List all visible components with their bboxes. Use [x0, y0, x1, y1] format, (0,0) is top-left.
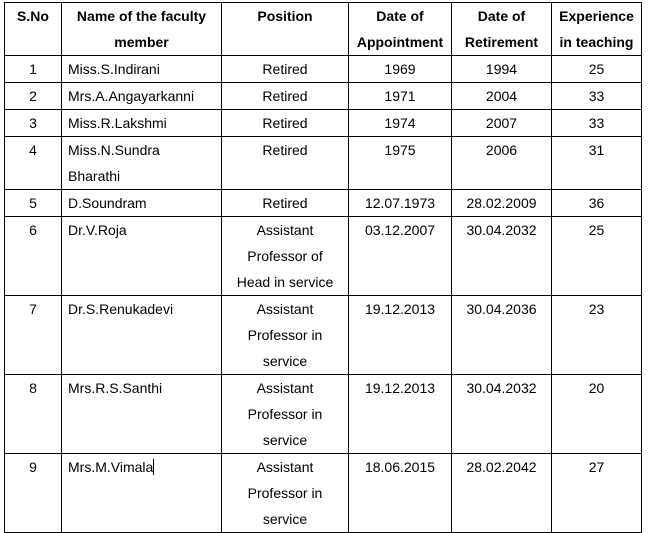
- cell-experience: [552, 217, 642, 296]
- experience-text: 33: [588, 88, 605, 104]
- experience-text: 36: [588, 195, 605, 211]
- retirement-text: 28.02.2042: [466, 459, 537, 475]
- cell-experience: [552, 56, 642, 83]
- header-experience-line-2: in teaching: [559, 34, 634, 50]
- cell-position: [222, 296, 349, 375]
- cell-retirement: [452, 56, 552, 83]
- appointment-text: 1974: [384, 115, 416, 131]
- position-text: Professor of: [247, 248, 323, 264]
- position-text: Assistant: [256, 459, 314, 475]
- appointment-text: 19.12.2013: [364, 301, 436, 317]
- appointment-text: 1971: [384, 88, 416, 104]
- retirement-text: 1994: [485, 61, 518, 77]
- header-row: [5, 3, 642, 56]
- experience-text: 25: [588, 222, 605, 238]
- retirement-text: 2004: [485, 88, 518, 104]
- experience-text: 25: [588, 61, 605, 77]
- position-text: Professor in: [247, 406, 323, 422]
- position-text: Assistant: [256, 380, 314, 396]
- name-text: Miss.R.Lakshmi: [68, 115, 167, 131]
- experience-text: 20: [588, 380, 605, 396]
- header-sno-text: S.No: [17, 8, 49, 24]
- table-row: [5, 296, 642, 375]
- retirement-text: 2006: [485, 142, 518, 158]
- sno-text: 7: [29, 301, 37, 317]
- appointment-text: 1975: [384, 142, 416, 158]
- sno-text: 2: [29, 88, 37, 104]
- header-name: [62, 3, 222, 56]
- position-text: Retired: [262, 88, 308, 104]
- header-appointment: [349, 3, 452, 56]
- header-position: [222, 3, 349, 56]
- header-appointment-line-2: Appointment: [356, 34, 444, 50]
- experience-text: 27: [588, 459, 605, 475]
- cell-retirement: [452, 83, 552, 110]
- table-row: [5, 375, 642, 454]
- cell-retirement: [452, 190, 552, 217]
- cell-experience: [552, 375, 642, 454]
- appointment-text: 19.12.2013: [364, 380, 436, 396]
- retirement-text: 30.04.2036: [466, 301, 537, 317]
- cell-name: [62, 56, 222, 83]
- cell-sno: [5, 110, 62, 137]
- appointment-text: 12.07.1973: [364, 195, 436, 211]
- appointment-text: 1969: [384, 61, 416, 77]
- position-text: Professor in: [247, 327, 323, 343]
- header-sno: [5, 3, 62, 56]
- cell-position: [222, 110, 349, 137]
- name-text: Miss.N.Sundra: [68, 142, 160, 158]
- header-retirement: [452, 3, 552, 56]
- table-row: [5, 454, 642, 533]
- cell-sno: [5, 56, 62, 83]
- cell-name: [62, 110, 222, 137]
- position-text: Retired: [262, 142, 308, 158]
- name-text: D.Soundram: [68, 195, 147, 211]
- table-body: [5, 56, 642, 533]
- experience-text: 33: [588, 115, 605, 131]
- cell-sno: [5, 217, 62, 296]
- position-text: service: [262, 353, 308, 369]
- cell-appointment: [349, 296, 452, 375]
- sno-text: 1: [29, 61, 37, 77]
- cell-name: [62, 137, 222, 190]
- sno-text: 8: [29, 380, 37, 396]
- position-text: Professor in: [247, 485, 323, 501]
- name-text: Mrs.R.S.Santhi: [68, 380, 163, 396]
- header-experience-line-1: Experience: [559, 8, 634, 24]
- cell-sno: [5, 375, 62, 454]
- header-position-text: Position: [257, 8, 313, 24]
- cell-sno: [5, 296, 62, 375]
- cell-position: [222, 454, 349, 533]
- cell-position: [222, 190, 349, 217]
- appointment-text: 18.06.2015: [364, 459, 436, 475]
- cell-appointment: [349, 110, 452, 137]
- cell-experience: [552, 190, 642, 217]
- cell-experience: [552, 296, 642, 375]
- appointment-text: 03.12.2007: [364, 222, 436, 238]
- cell-position: [222, 375, 349, 454]
- retirement-text: 2007: [485, 115, 518, 131]
- table-row: [5, 110, 642, 137]
- name-text: Dr.V.Roja: [68, 222, 127, 238]
- experience-text: 23: [588, 301, 605, 317]
- cell-retirement: [452, 217, 552, 296]
- cell-experience: [552, 83, 642, 110]
- position-text: Assistant: [256, 222, 314, 238]
- cell-appointment: [349, 56, 452, 83]
- cell-position: [222, 56, 349, 83]
- retirement-text: 30.04.2032: [466, 380, 537, 396]
- header-name-line-2: member: [114, 34, 169, 50]
- position-text: Assistant: [256, 301, 314, 317]
- retirement-text: 30.04.2032: [466, 222, 537, 238]
- sno-text: 3: [29, 115, 37, 131]
- cell-appointment: [349, 190, 452, 217]
- header-name-line-1: Name of the faculty: [76, 8, 207, 24]
- cell-appointment: [349, 217, 452, 296]
- sno-text: 6: [29, 222, 37, 238]
- position-text: service: [262, 511, 308, 527]
- experience-text: 31: [588, 142, 605, 158]
- cell-sno: [5, 190, 62, 217]
- table-row: [5, 137, 642, 190]
- cell-appointment: [349, 83, 452, 110]
- cell-name: [62, 454, 222, 533]
- retirement-text: 28.02.2009: [466, 195, 537, 211]
- position-text: Head in service: [236, 274, 334, 290]
- cell-experience: [552, 454, 642, 533]
- sno-text: 9: [29, 459, 37, 475]
- cell-sno: [5, 454, 62, 533]
- cell-name: [62, 83, 222, 110]
- cell-retirement: [452, 375, 552, 454]
- cell-appointment: [349, 137, 452, 190]
- header-retirement-line-1: Date of: [477, 8, 526, 24]
- cell-sno: [5, 83, 62, 110]
- table-row: [5, 56, 642, 83]
- cell-appointment: [349, 454, 452, 533]
- position-text: Retired: [262, 195, 308, 211]
- cell-retirement: [452, 110, 552, 137]
- cell-experience: [552, 110, 642, 137]
- position-text: service: [262, 432, 308, 448]
- position-text: Retired: [262, 115, 308, 131]
- cell-sno: [5, 137, 62, 190]
- name-text: Mrs.M.Vimala: [68, 459, 154, 475]
- cell-retirement: [452, 137, 552, 190]
- cell-retirement: [452, 454, 552, 533]
- sno-text: 5: [29, 195, 37, 211]
- position-text: Retired: [262, 61, 308, 77]
- cell-appointment: [349, 375, 452, 454]
- table-row: [5, 83, 642, 110]
- cell-name: [62, 190, 222, 217]
- header-experience: [552, 3, 642, 56]
- cell-position: [222, 83, 349, 110]
- cell-experience: [552, 137, 642, 190]
- table-row: [5, 217, 642, 296]
- sno-text: 4: [29, 142, 37, 158]
- text-cursor: [153, 459, 154, 475]
- faculty-table: [4, 2, 642, 533]
- cell-name: [62, 296, 222, 375]
- cell-position: [222, 217, 349, 296]
- cell-retirement: [452, 296, 552, 375]
- header-appointment-line-1: Date of: [376, 8, 424, 24]
- name-text: Mrs.A.Angayarkanni: [68, 88, 195, 104]
- name-text: Miss.S.Indirani: [68, 61, 160, 77]
- name-text: Bharathi: [68, 168, 121, 184]
- cell-position: [222, 137, 349, 190]
- table-row: [5, 190, 642, 217]
- header-retirement-line-2: Retirement: [464, 34, 539, 50]
- cell-name: [62, 375, 222, 454]
- cell-name: [62, 217, 222, 296]
- name-text: Dr.S.Renukadevi: [68, 301, 174, 317]
